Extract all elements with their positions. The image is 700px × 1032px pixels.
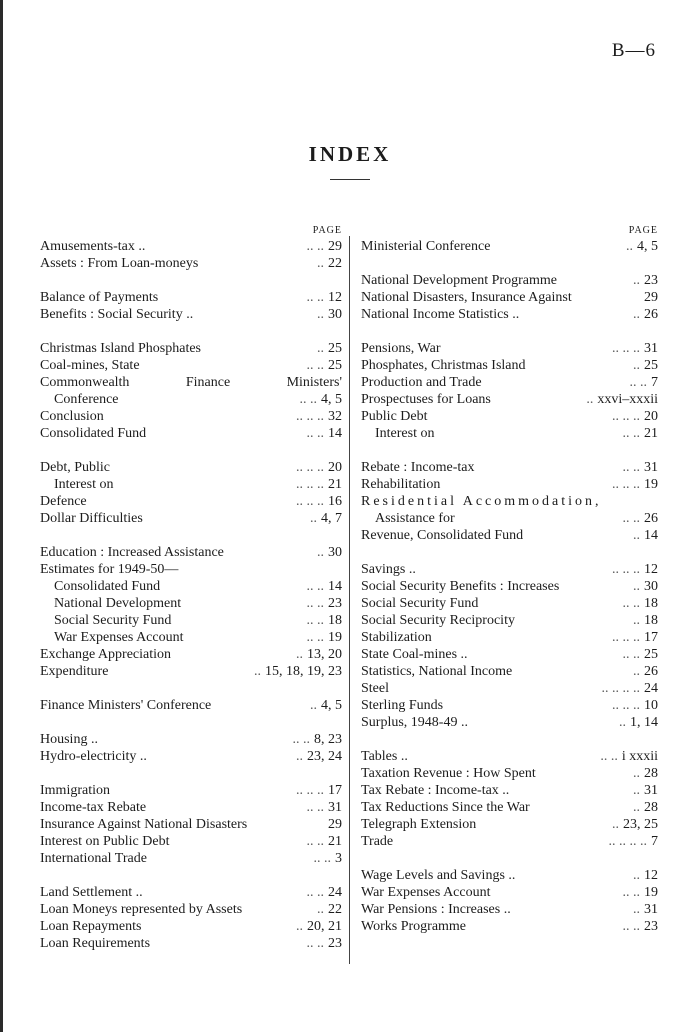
entry-page-number: 26 (644, 511, 658, 526)
entry-term: Social Security Reciprocity (361, 613, 515, 628)
index-entry (361, 799, 658, 816)
leader-dots: .. (296, 749, 303, 764)
entry-term: International Trade (40, 851, 147, 866)
index-entry (40, 612, 342, 629)
index-entry-heading: Residential Accommodation, (361, 494, 602, 509)
entry-page-number: 10 (644, 698, 658, 713)
leader-dots: .. (254, 664, 261, 679)
entry-term: Telegraph Extension (361, 817, 477, 832)
index-entry (361, 867, 658, 884)
index-entry (40, 476, 342, 493)
index-entry (361, 527, 658, 544)
leader-dots: .. .. (600, 749, 618, 764)
index-entry (40, 884, 342, 901)
leader-dots: .. .. (622, 885, 640, 900)
entry-term: Interest on Public Debt (40, 834, 170, 849)
leader-dots: .. (296, 647, 303, 662)
leader-dots: .. (612, 817, 619, 832)
leader-dots: .. .. .. (612, 562, 640, 577)
index-entry (361, 408, 658, 425)
leader-dots: .. (633, 579, 640, 594)
entry-term: Defence (40, 494, 87, 509)
entry-page-number: 18 (644, 596, 658, 611)
index-entry (40, 850, 342, 867)
index-entry (40, 833, 342, 850)
entry-term: Statistics, National Income (361, 664, 513, 679)
leader-dots: .. (317, 902, 324, 917)
entry-term: Exchange Appreciation (40, 647, 172, 662)
leader-dots: .. (633, 664, 640, 679)
entry-page-number: 32 (328, 409, 342, 424)
leader-dots: .. .. (622, 647, 640, 662)
entry-term: Trade (361, 834, 394, 849)
entry-term: Loan Moneys represented by Assets (40, 902, 243, 917)
entry-word: Commonwealth (40, 375, 130, 390)
leader-dots: .. .. .. (296, 460, 324, 475)
entry-spacer (361, 442, 658, 459)
entry-term: Public Debt (361, 409, 428, 424)
leader-dots: .. .. (292, 732, 310, 747)
entry-term: National Development Programme (361, 273, 557, 288)
leader-dots: .. .. (306, 596, 324, 611)
index-entry (361, 561, 658, 578)
entry-term: Social Security Fund (54, 613, 172, 628)
entry-term: Consolidated Fund (54, 579, 161, 594)
entry-term: Conference (54, 392, 119, 407)
index-entry (40, 459, 342, 476)
entry-page-number: 14 (328, 426, 342, 441)
entry-page-number: 7 (651, 375, 658, 390)
leader-dots: .. (633, 613, 640, 628)
entry-page-number: 25 (644, 647, 658, 662)
index-entry (40, 391, 342, 408)
leader-dots: .. .. (622, 511, 640, 526)
entry-spacer (40, 442, 342, 459)
entry-page-number: 28 (644, 800, 658, 815)
entry-term: National Disasters, Insurance Against (361, 290, 572, 305)
leader-dots: .. .. (306, 800, 324, 815)
entry-term: Assistance for (375, 511, 455, 526)
entry-page-number: 31 (644, 783, 658, 798)
entry-word: Ministers' (286, 375, 342, 390)
entry-page-number: 30 (328, 307, 342, 322)
entry-term: Revenue, Consolidated Fund (361, 528, 524, 543)
entry-page-number: 12 (644, 868, 658, 883)
index-entry (40, 816, 342, 833)
page-column-header: PAGE (312, 225, 342, 236)
index-entry (40, 255, 342, 272)
entry-spacer (361, 850, 658, 867)
entry-page-number: 25 (644, 358, 658, 373)
index-entry (361, 714, 658, 731)
entry-term: Coal-mines, State (40, 358, 140, 373)
entry-spacer (40, 765, 342, 782)
leader-dots: .. .. (306, 579, 324, 594)
entry-spacer (361, 323, 658, 340)
entry-term: Phosphates, Christmas Island (361, 358, 526, 373)
leader-dots: .. (317, 545, 324, 560)
leader-dots: .. .. (313, 851, 331, 866)
entry-term: Christmas Island Phosphates (40, 341, 201, 356)
entry-term: Surplus, 1948-49 .. (361, 715, 468, 730)
entry-page-number: 20 (644, 409, 658, 424)
leader-dots: .. .. .. (296, 409, 324, 424)
entry-term: Tables .. (361, 749, 408, 764)
entry-page-number: 1, 14 (630, 715, 658, 730)
leader-dots: .. .. .. (612, 409, 640, 424)
column-divider (349, 236, 350, 964)
entry-page-number: 12 (328, 290, 342, 305)
leader-dots: .. .. (622, 596, 640, 611)
leader-dots: .. .. .. (612, 341, 640, 356)
entry-term: Income-tax Rebate (40, 800, 147, 815)
entry-page-number: 12 (644, 562, 658, 577)
leader-dots: .. (317, 256, 324, 271)
entry-term: Sterling Funds (361, 698, 444, 713)
index-entry (40, 629, 342, 646)
entry-term: Debt, Public (40, 460, 110, 475)
entry-term: Consolidated Fund (40, 426, 147, 441)
index-entry (40, 340, 342, 357)
index-entry (361, 884, 658, 901)
leader-dots: .. (317, 307, 324, 322)
index-entry (40, 663, 342, 680)
entry-term: War Pensions : Increases .. (361, 902, 511, 917)
entry-page-number: 25 (328, 341, 342, 356)
leader-dots: .. (633, 902, 640, 917)
index-entry (361, 306, 658, 323)
entry-spacer (361, 731, 658, 748)
entry-term: National Income Statistics .. (361, 307, 520, 322)
leader-dots: .. (296, 919, 303, 934)
leader-dots: .. .. (306, 936, 324, 951)
entry-term: Dollar Difficulties (40, 511, 143, 526)
index-entry (361, 901, 658, 918)
entry-page-number: 3 (335, 851, 342, 866)
entry-term: Finance Ministers' Conference (40, 698, 212, 713)
entry-term: Social Security Fund (361, 596, 479, 611)
entry-spacer (40, 323, 342, 340)
entry-page-number: 23 (644, 273, 658, 288)
entry-spacer (40, 527, 342, 544)
leader-dots: .. (310, 511, 317, 526)
entry-page-number: 23 (644, 919, 658, 934)
index-entry (361, 748, 658, 765)
entry-page-number: 21 (644, 426, 658, 441)
leader-dots: .. .. (629, 375, 647, 390)
leader-dots: .. .. (306, 630, 324, 645)
entry-term: Hydro-electricity .. (40, 749, 147, 764)
page-title: INDEX (308, 142, 392, 166)
entry-page-number: 29 (328, 239, 342, 254)
index-entry (40, 578, 342, 595)
entry-term: War Expenses Account (361, 885, 491, 900)
entry-page-number: 31 (644, 341, 658, 356)
leader-dots: .. .. .. .. (601, 681, 640, 696)
index-entry (40, 901, 342, 918)
entry-term: Taxation Revenue : How Spent (361, 766, 536, 781)
entry-term: Housing .. (40, 732, 98, 747)
entry-page-number: 14 (328, 579, 342, 594)
entry-page-number: 21 (328, 834, 342, 849)
leader-dots: .. (633, 868, 640, 883)
entry-page-number: 21 (328, 477, 342, 492)
index-entry (40, 646, 342, 663)
index-entry (361, 782, 658, 799)
leader-dots: .. .. (306, 885, 324, 900)
index-entry (40, 782, 342, 799)
leader-dots: .. .. (622, 460, 640, 475)
index-column-right (361, 224, 658, 935)
leader-dots: .. (317, 341, 324, 356)
page-column-header: PAGE (628, 225, 658, 236)
entry-term: National Development (54, 596, 182, 611)
leader-dots: .. .. (306, 239, 324, 254)
leader-dots: .. .. (306, 426, 324, 441)
index-entry-heading (40, 374, 342, 391)
index-entry (40, 306, 342, 323)
entry-page-number: 23, 24 (307, 749, 342, 764)
index-entry (361, 646, 658, 663)
index-entry (40, 731, 342, 748)
entry-term: War Expenses Account (54, 630, 184, 645)
entry-page-number: 15, 18, 19, 23 (265, 664, 342, 679)
title-underline (330, 179, 370, 180)
entry-page-number: 16 (328, 494, 342, 509)
entry-term: Estimates for 1949-50— (40, 562, 179, 577)
leader-dots: .. (633, 358, 640, 373)
leader-dots: .. .. .. (296, 477, 324, 492)
entry-term: Education : Increased Assistance (40, 545, 224, 560)
entry-term: Tax Reductions Since the War (361, 800, 530, 815)
leader-dots: .. .. .. (612, 698, 640, 713)
index-entry (361, 289, 658, 306)
entry-term: Benefits : Social Security .. (40, 307, 194, 322)
leader-dots: .. (633, 783, 640, 798)
index-entry (361, 918, 658, 935)
entry-page-number: 7 (651, 834, 658, 849)
index-entry (40, 238, 342, 255)
index-entry (361, 238, 658, 255)
entry-term: Tax Rebate : Income-tax .. (361, 783, 510, 798)
entry-term: Social Security Benefits : Increases (361, 579, 560, 594)
index-entry (40, 357, 342, 374)
entry-page-number: 22 (328, 902, 342, 917)
entry-page-number: 17 (328, 783, 342, 798)
leader-dots: .. .. (306, 358, 324, 373)
entry-spacer (40, 714, 342, 731)
entry-term: Wage Levels and Savings .. (361, 868, 516, 883)
leader-dots: .. .. (306, 290, 324, 305)
entry-spacer (40, 680, 342, 697)
entry-term: Expenditure (40, 664, 109, 679)
entry-page-number: 4, 5 (637, 239, 658, 254)
entry-term: Prospectuses for Loans (361, 392, 491, 407)
entry-page-number: 31 (644, 902, 658, 917)
leader-dots: .. (626, 239, 633, 254)
leader-dots: .. .. (622, 919, 640, 934)
entry-term: Rehabilitation (361, 477, 441, 492)
index-entry (40, 748, 342, 765)
entry-page-number: 26 (644, 664, 658, 679)
leader-dots: .. (633, 528, 640, 543)
leader-dots: .. (633, 766, 640, 781)
entry-term: Interest on (54, 477, 114, 492)
index-entry (40, 425, 342, 442)
entry-page-number: 8, 23 (314, 732, 342, 747)
leader-dots: .. (633, 273, 640, 288)
index-entry (361, 340, 658, 357)
entry-term: Loan Requirements (40, 936, 151, 951)
entry-term: Land Settlement .. (40, 885, 143, 900)
leader-dots: .. .. (306, 834, 324, 849)
index-entry (361, 510, 658, 527)
entry-page-number: 14 (644, 528, 658, 543)
entry-page-number: 4, 5 (321, 698, 342, 713)
index-entry (361, 357, 658, 374)
entry-page-number: 31 (644, 460, 658, 475)
entry-page-number: 18 (328, 613, 342, 628)
entry-term: Pensions, War (361, 341, 441, 356)
entry-page-number: 22 (328, 256, 342, 271)
entry-page-number: 24 (644, 681, 658, 696)
leader-dots: .. (633, 800, 640, 815)
entry-page-number: 23 (328, 596, 342, 611)
entry-word: Finance (185, 375, 231, 390)
entry-page-number: 29 (328, 817, 342, 832)
index-entries-left (40, 238, 342, 952)
index-entry (361, 391, 658, 408)
index-entry (361, 595, 658, 612)
entry-term: State Coal-mines .. (361, 647, 468, 662)
entry-term: Insurance Against National Disasters (40, 817, 248, 832)
index-entry (361, 476, 658, 493)
index-entry (40, 493, 342, 510)
index-entry (40, 918, 342, 935)
entry-page-number: 28 (644, 766, 658, 781)
entry-page-number: xxvi–xxxii (597, 392, 658, 407)
leader-dots: .. (310, 698, 317, 713)
index-entry (40, 289, 342, 306)
entry-page-number: 26 (644, 307, 658, 322)
entry-page-number: 31 (328, 800, 342, 815)
leader-dots: .. .. (299, 392, 317, 407)
entry-spacer (361, 255, 658, 272)
entry-page-number: 19 (328, 630, 342, 645)
index-entry (361, 663, 658, 680)
entry-page-number: 4, 7 (321, 511, 342, 526)
entry-term: Rebate : Income-tax (361, 460, 475, 475)
index-entry (361, 629, 658, 646)
entry-page-number: 13, 20 (307, 647, 342, 662)
entry-page-number: 23 (328, 936, 342, 951)
entry-page-number: 20 (328, 460, 342, 475)
index-entry (361, 374, 658, 391)
entry-page-number: 23, 25 (623, 817, 658, 832)
entry-term: Ministerial Conference (361, 239, 491, 254)
index-entry (361, 612, 658, 629)
entry-term: Immigration (40, 783, 110, 798)
index-entry (40, 544, 342, 561)
page-identifier: B—6 (611, 40, 656, 61)
entry-term: Steel (361, 681, 389, 696)
leader-dots: .. .. .. (612, 477, 640, 492)
leader-dots: .. (633, 307, 640, 322)
index-entry (361, 459, 658, 476)
entry-page-number: 17 (644, 630, 658, 645)
leader-dots: .. .. .. .. (608, 834, 647, 849)
index-entry (361, 816, 658, 833)
index-entry (40, 799, 342, 816)
entry-page-number: 25 (328, 358, 342, 373)
entry-spacer (40, 867, 342, 884)
entry-page-number: 29 (644, 290, 658, 305)
entry-term: Loan Repayments (40, 919, 142, 934)
entry-page-number: 20, 21 (307, 919, 342, 934)
index-entry (361, 833, 658, 850)
entry-term: Balance of Payments (40, 290, 159, 305)
entry-term: Conclusion (40, 409, 104, 424)
index-entry (361, 272, 658, 289)
leader-dots: .. .. (622, 426, 640, 441)
index-entry (361, 697, 658, 714)
leader-dots: .. (619, 715, 626, 730)
entry-term: Amusements-tax .. (40, 239, 146, 254)
entry-spacer (361, 544, 658, 561)
entry-term: Production and Trade (361, 375, 482, 390)
index-entry (40, 595, 342, 612)
entry-page-number: 30 (644, 579, 658, 594)
entry-term: Interest on (375, 426, 435, 441)
entry-page-number: 4, 5 (321, 392, 342, 407)
index-column-left (40, 224, 342, 952)
entry-page-number: 19 (644, 477, 658, 492)
index-entry (40, 935, 342, 952)
entry-page-number: 24 (328, 885, 342, 900)
index-entry (361, 765, 658, 782)
entry-term: Works Programme (361, 919, 467, 934)
entry-term: Assets : From Loan-moneys (40, 256, 199, 271)
index-entry (40, 561, 342, 578)
entry-page-number: 19 (644, 885, 658, 900)
index-entries-right (361, 238, 658, 935)
entry-page-number: 30 (328, 545, 342, 560)
index-entry (40, 408, 342, 425)
leader-dots: .. .. (306, 613, 324, 628)
index-entry (361, 680, 658, 697)
entry-spacer (40, 272, 342, 289)
entry-page-number: i xxxii (621, 749, 658, 764)
index-entry (40, 697, 342, 714)
index-entry (361, 425, 658, 442)
index-entry (40, 510, 342, 527)
leader-dots: .. .. .. (612, 630, 640, 645)
leader-dots: .. (586, 392, 594, 407)
leader-dots: .. .. .. (296, 783, 324, 798)
entry-term: Stabilization (361, 630, 432, 645)
leader-dots: .. .. .. (296, 494, 324, 509)
entry-page-number: 18 (644, 613, 658, 628)
index-entry (361, 578, 658, 595)
entry-term: Savings .. (361, 562, 416, 577)
